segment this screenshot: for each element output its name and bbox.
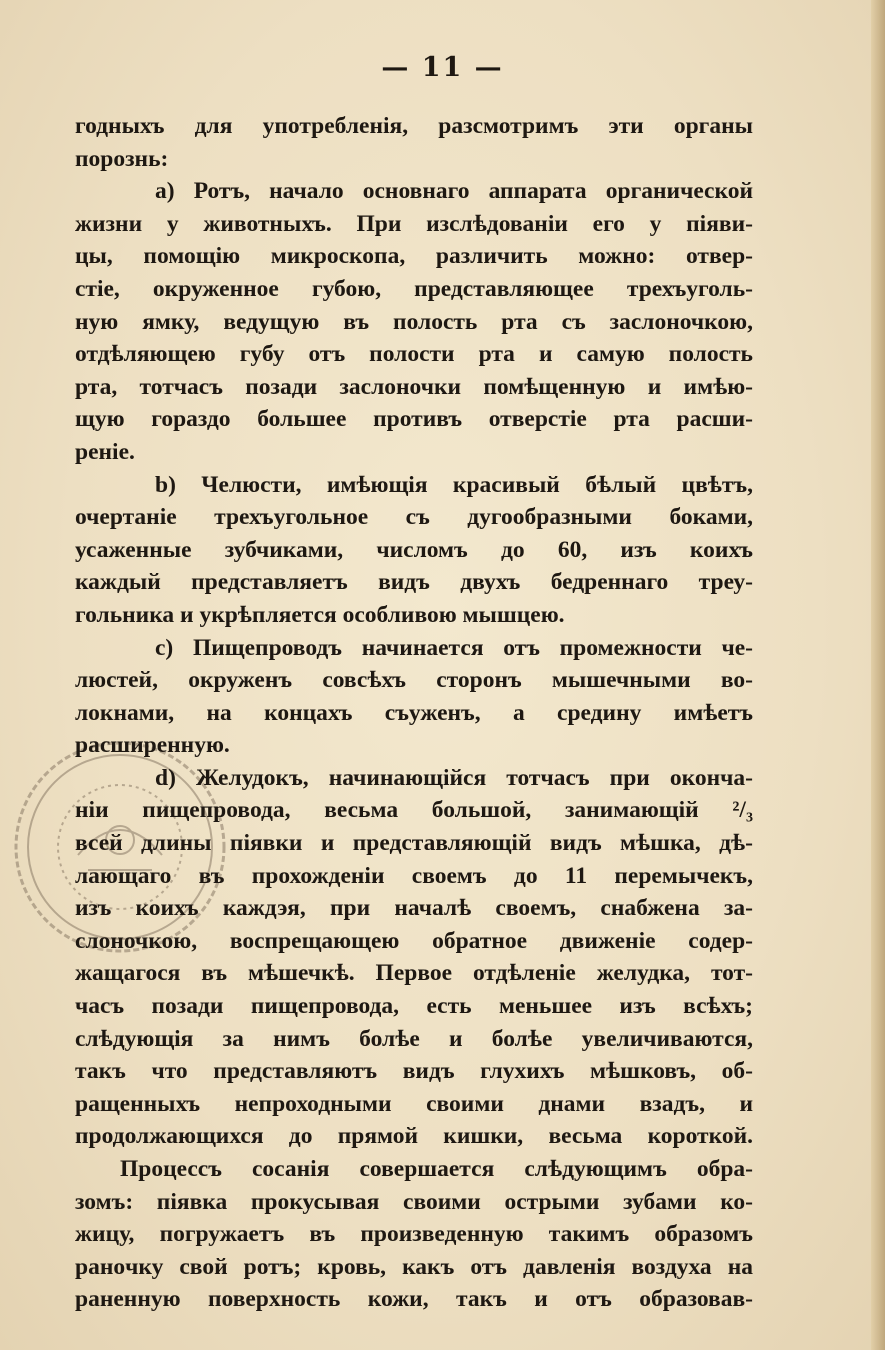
text-line: зомъ: піявка прокусывая своими острыми зубами ко-	[75, 1188, 753, 1215]
text-line: каждый представляетъ видъ двухъ бедреннаго треу-	[75, 569, 753, 596]
text-line: слѣдующія за нимъ болѣе и болѣе увеличиваются,	[75, 1025, 753, 1052]
page-number: — 11 —	[381, 52, 504, 83]
text-line: изъ коихъ каждэя, при началѣ своемъ, снабжена за-	[75, 895, 753, 922]
text-line: слоночкою, воспрещающею обратное движеніе содер-	[75, 927, 753, 954]
text-line: Процессъ сосанія совершается слѣдующимъ обра-	[120, 1156, 753, 1182]
text-line: ранoчку свой ротъ; кровь, какъ отъ давленія воздуха на	[75, 1253, 753, 1280]
text-line: очертаніе трехъугольное съ дугообразными боками,	[75, 504, 753, 531]
text-line: часъ позади пищепровода, есть меньшее изъ всѣхъ;	[75, 993, 753, 1020]
text-line: люстей, окруженъ совсѣхъ сторонъ мышечными во-	[75, 667, 753, 694]
text-line: лающаго въ прохожденіи своемъ до 11 перемычекъ,	[75, 862, 753, 889]
text-line: гольника и укрѣпляется особливою мышцею.	[75, 601, 565, 628]
text-line: d) Желудокъ, начинающійся тотчасъ при оконча-	[155, 764, 753, 791]
text-line: жицу, погружаетъ въ произведенную такимъ образомъ	[75, 1221, 753, 1248]
text-line: цы, помощію микроскопа, различить можно: отвер-	[75, 243, 753, 270]
text-line: всей длины піявки и представляющій видъ мѣшка, дѣ-	[75, 830, 753, 857]
text-line: a) Ротъ, начало основнаго аппарата органической	[155, 178, 753, 205]
text-line: щую гораздо большее противъ отверстіе рта расши-	[75, 406, 753, 433]
text-line: ніи пищепровода, весьма большой, занимающій ²/₃	[75, 797, 753, 824]
text-line: стіе, окруженное губою, представляющее трехъуголь-	[75, 275, 753, 302]
text-line: реніе.	[75, 438, 135, 465]
text-line: такъ что представляютъ видъ глухихъ мѣшковъ, об-	[75, 1058, 753, 1085]
text-line: раненную поверхность кожи, такъ и отъ образовав-	[75, 1286, 753, 1313]
text-line: отдѣляющею губу отъ полости рта и самую полость	[75, 341, 753, 368]
text-line: жащагося въ мѣшечкѣ. Первое отдѣленіе желудка, тот-	[75, 960, 753, 987]
text-line: c) Пищепроводъ начинается отъ промежности че-	[155, 634, 753, 661]
text-line: порознь:	[75, 145, 169, 172]
text-line: жизни у животныхъ. При изслѣдованіи его у піяви-	[75, 210, 753, 237]
text-line: расширенную.	[75, 732, 230, 759]
text-line: локнами, на концахъ съуженъ, а средину имѣетъ	[75, 699, 753, 726]
text-line: ращенныхъ непроходными своими днами взадъ, и	[75, 1090, 753, 1117]
text-line: годныхъ для употребленія, разсмотримъ эти органы	[75, 113, 753, 139]
text-line: продолжающихся до прямой кишки, весьма короткой.	[75, 1123, 753, 1150]
body-text	[75, 110, 753, 1316]
text-line: усаженные зубчиками, числомъ до 60, изъ коихъ	[75, 536, 753, 563]
text-line: b) Челюсти, имѣющія красивый бѣлый цвѣтъ,	[155, 471, 753, 498]
page-edge	[871, 0, 885, 1350]
text-line: ную ямку, ведущую въ полость рта съ заслоночкою,	[75, 308, 753, 335]
text-line: рта, тотчасъ позади заслоночки помѣщенную и имѣю-	[75, 373, 753, 400]
